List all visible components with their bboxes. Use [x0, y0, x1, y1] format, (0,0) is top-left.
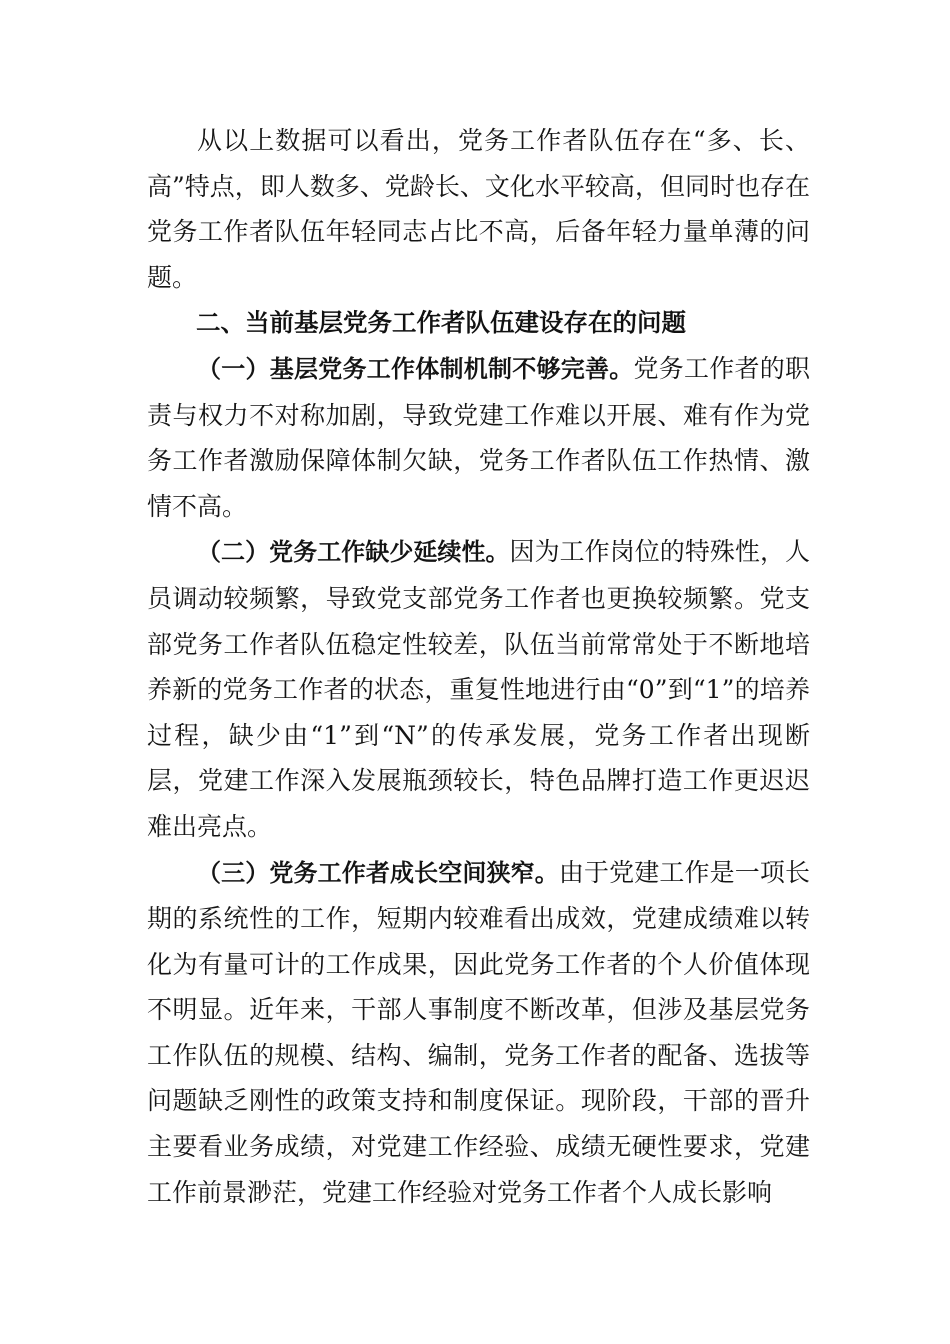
issue-paragraph-3	[147, 850, 810, 1216]
issue-3-lead: （三）党务工作者成长空间狭窄。	[197, 858, 559, 887]
section-heading: 二、当前基层党务工作者队伍建设存在的问题	[196, 308, 686, 338]
document-body	[147, 118, 810, 1215]
issue-1-body: 党务工作者的职责与权力不对称加剧，导致党建工作难以开展、难有作为党务工作者激励保障体制欠缺，党务工作者队伍工作热情、激情不高。	[147, 353, 810, 521]
issue-2-body: 因为工作岗位的特殊性，人员调动较频繁，导致党支部党务工作者也更换较频繁。党支部党务工作者队伍稳定性较差，队伍当前常常处于不断地培养新的党务工作者的状态，重复性地进行由“0”到“1”的培养过程，缺少由“1”到“N”的传承发展，党务工作者出现断层，党建工作深入发展瓶颈较长，特色品牌打造工作更迟迟难出亮点。	[147, 537, 810, 841]
issue-3-body: 由于党建工作是一项长期的系统性的工作，短期内较难看出成效，党建成绩难以转化为有量可计的工作成果，因此党务工作者的个人价值体现不明显。近年来，干部人事制度不断改革，但涉及基层党务工作队伍的规模、结构、编制，党务工作者的配备、选拔等问题缺乏刚性的政策支持和制度保证。现阶段，干部的晋升主要看业务成绩，对党建工作经验、成绩无硬性要求，党建工作前景渺茫，党建工作经验对党务工作者个人成长影响	[147, 857, 810, 1207]
summary-paragraph: 从以上数据可以看出，党务工作者队伍存在“多、长、高”特点，即人数多、党龄长、文化水平较高，但同时也存在党务工作者队伍年轻同志占比不高，后备年轻力量单薄的问题。	[147, 126, 810, 292]
issue-paragraph-2	[147, 529, 810, 849]
issue-1-lead: （一）基层党务工作体制机制不够完善。	[197, 354, 634, 383]
issue-paragraph-1	[147, 346, 810, 529]
issue-2-lead: （二）党务工作缺少延续性。	[197, 538, 510, 567]
